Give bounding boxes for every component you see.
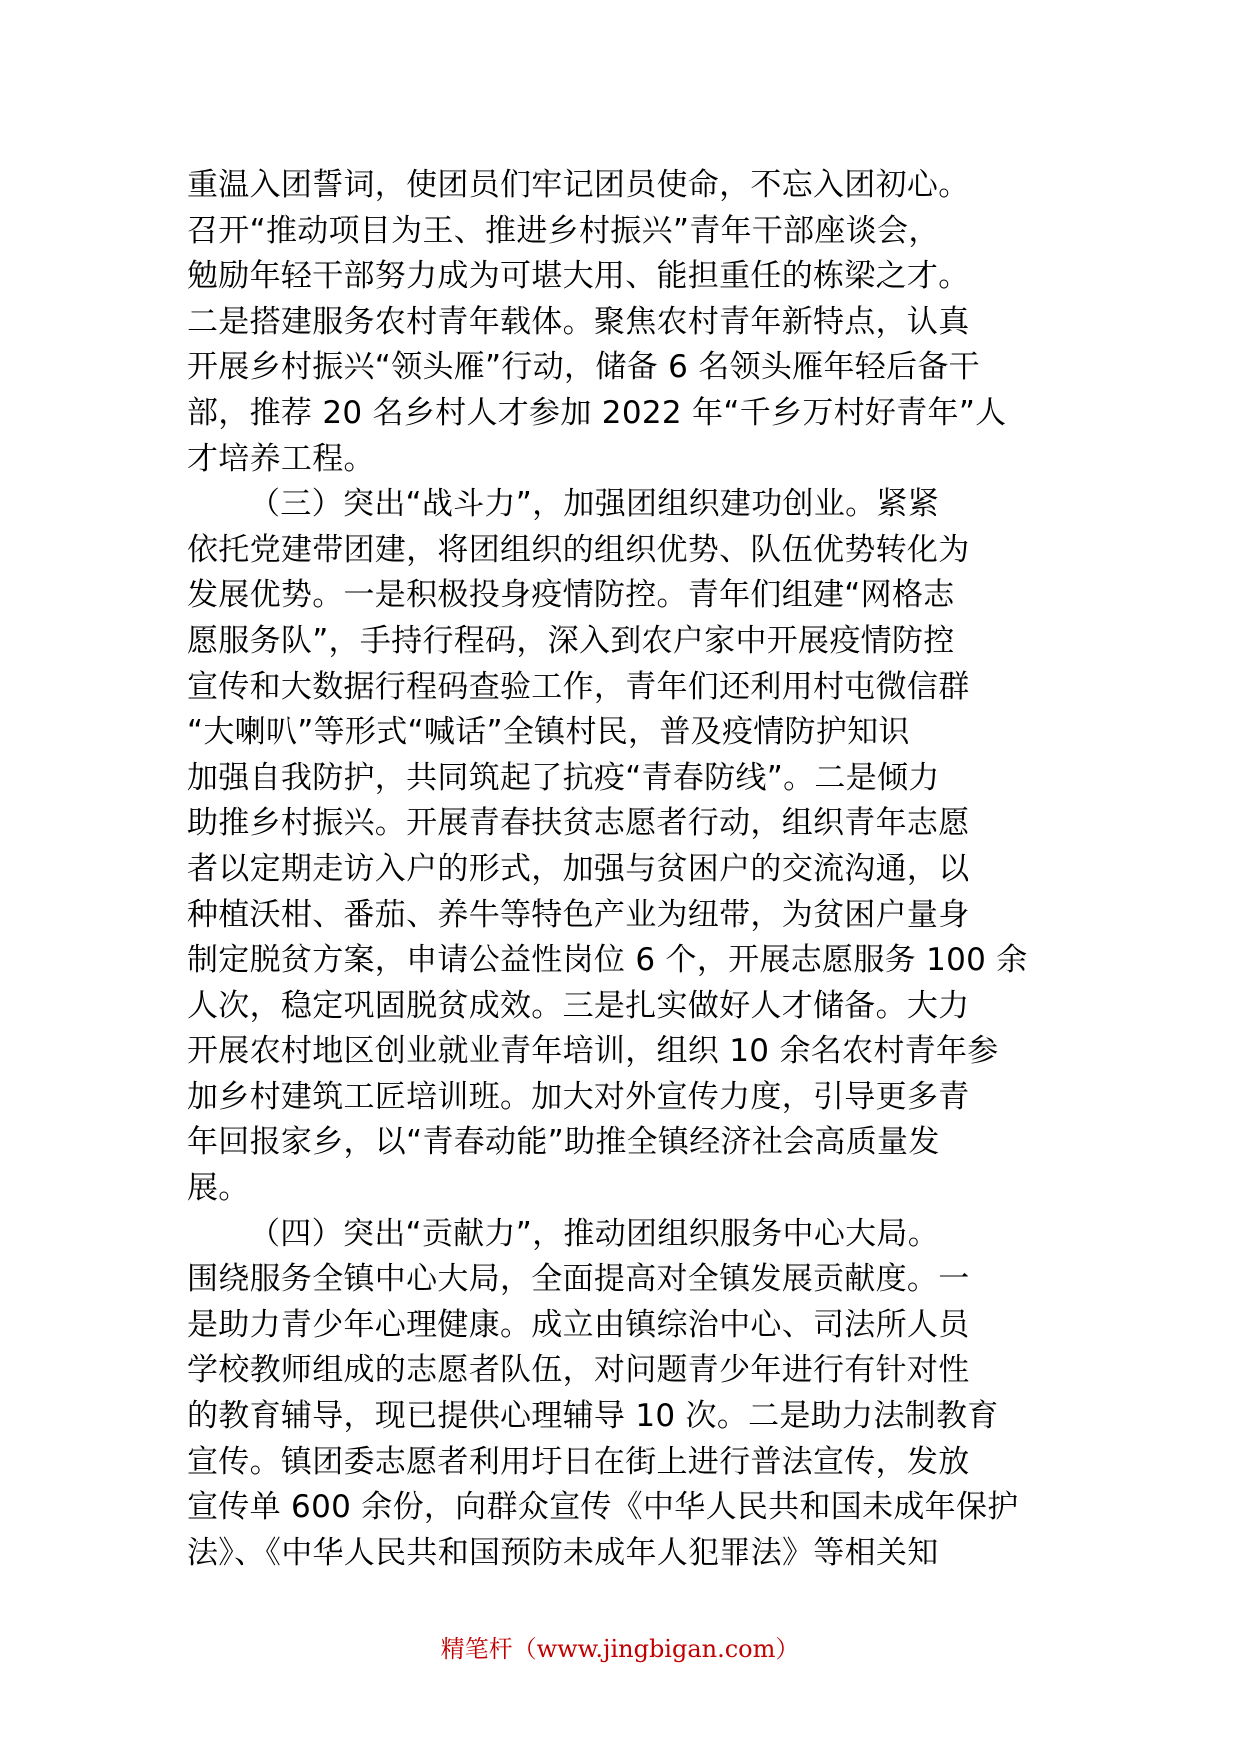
- text-line: 开展乡村振兴“领头雁”行动，储备 6 名领头雁年轻后备干: [187, 349, 980, 386]
- text-line: 法》、《中华人民共和国预防未成年人犯罪法》等相关知: [187, 1534, 939, 1571]
- text-line: 宣传。镇团委志愿者利用圩日在街上进行普法宣传，发放: [187, 1443, 970, 1480]
- text-line: 加强自我防护，共同筑起了抗疫“青春防线”。二是倾力: [187, 759, 940, 796]
- body-text: [187, 163, 1053, 1576]
- text-line: 加乡村建筑工匠培训班。加大对外宣传力度，引导更多青: [187, 1078, 970, 1115]
- text-line: 制定脱贫方案，申请公益性岗位 6 个，开展志愿服务 100 余: [187, 942, 1028, 979]
- text-line: 开展农村地区创业就业青年培训，组织 10 余名农村青年参: [187, 1033, 999, 1070]
- text-line: 围绕服务全镇中心大局，全面提高对全镇发展贡献度。一: [187, 1261, 970, 1298]
- text-line: “大喇叭”等形式“喊话”全镇村民，普及疫情防护知识: [187, 714, 910, 751]
- footer-watermark[interactable]: 精笔杆（www.jingbigan.com）: [440, 1635, 800, 1663]
- text-line: （三）突出“战斗力”，加强团组织建功创业。紧紧: [249, 486, 940, 523]
- text-line: 的教育辅导，现已提供心理辅导 10 次。二是助力法制教育: [187, 1398, 999, 1435]
- text-line: 部，推荐 20 名乡村人才参加 2022 年“千乡万村好青年”人: [187, 394, 1007, 431]
- text-line: 依托党建带团建，将团组织的组织优势、队伍优势转化为: [187, 531, 970, 568]
- text-line: 召开“推动项目为王、推进乡村振兴”青年干部座谈会，: [187, 212, 940, 249]
- text-line: 学校教师组成的志愿者队伍，对问题青少年进行有针对性: [187, 1352, 970, 1389]
- text-line: 是助力青少年心理健康。成立由镇综治中心、司法所人员: [187, 1306, 970, 1343]
- text-line: 人次，稳定巩固脱贫成效。三是扎实做好人才储备。大力: [187, 987, 970, 1024]
- text-line: 种植沃柑、番茄、养牛等特色产业为纽带，为贫困户量身: [187, 896, 970, 933]
- text-line: 助推乡村振兴。开展青春扶贫志愿者行动，组织青年志愿: [187, 805, 970, 842]
- text-line: （四）突出“贡献力”，推动团组织服务中心大局。: [249, 1215, 940, 1252]
- text-line: 二是搭建服务农村青年载体。聚焦农村青年新特点，认真: [187, 303, 970, 340]
- text-line: 发展优势。一是积极投身疫情防控。青年们组建“网格志: [187, 577, 955, 614]
- text-line: 年回报家乡，以“青春动能”助推全镇经济社会高质量发: [187, 1124, 940, 1161]
- text-line: 才培养工程。: [187, 440, 375, 477]
- text-line: 展。: [187, 1170, 250, 1207]
- text-line: 愿服务队”，手持行程码，深入到农户家中开展疫情防控: [187, 622, 955, 659]
- text-line: 勉励年轻干部努力成为可堪大用、能担重任的栋梁之才。: [187, 258, 970, 295]
- text-line: 重温入团誓词，使团员们牢记团员使命，不忘入团初心。: [187, 167, 970, 203]
- text-line: 者以定期走访入户的形式，加强与贫困户的交流沟通，以: [187, 850, 970, 887]
- text-line: 宣传单 600 余份，向群众宣传《中华人民共和国未成年保护: [187, 1489, 1019, 1526]
- text-line: 宣传和大数据行程码查验工作，青年们还利用村屯微信群: [187, 668, 970, 705]
